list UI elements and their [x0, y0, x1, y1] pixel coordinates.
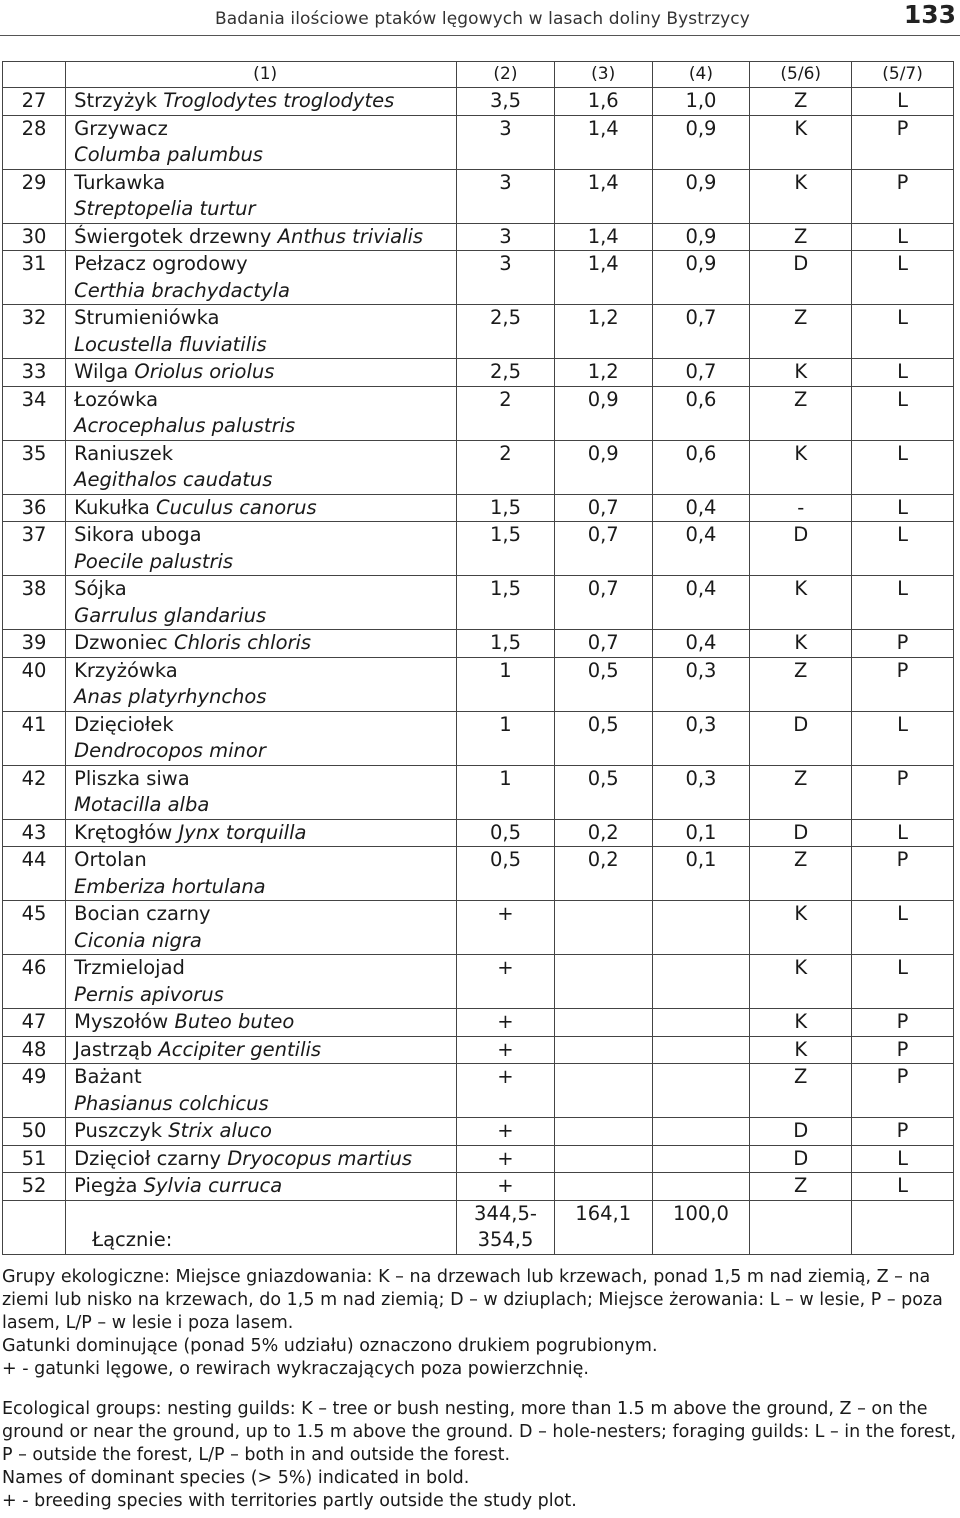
col-header-4: (4): [652, 62, 750, 88]
foraging-guild: P: [852, 1036, 954, 1064]
col3-value: 1,6: [554, 88, 652, 116]
latin-name: Pernis apivorus: [74, 982, 224, 1006]
polish-name: Sójka: [74, 577, 127, 600]
col2-value: 1,5: [457, 576, 555, 630]
col3-value: 1,2: [554, 305, 652, 359]
foraging-guild: L: [852, 901, 954, 955]
col4-value: 0,6: [652, 440, 750, 494]
note-line: Gatunki dominujące (ponad 5% udziału) oznaczono drukiem pogrubionym.: [2, 1336, 658, 1356]
table-row: [3, 305, 954, 359]
row-number: 48: [3, 1036, 66, 1064]
latin-name: Streptopelia turtur: [74, 197, 256, 220]
nesting-guild: Z: [750, 305, 852, 359]
nesting-guild: -: [750, 494, 852, 522]
col2-value: +: [457, 1064, 555, 1118]
page-header: [0, 0, 960, 38]
latin-name: Columba palumbus: [74, 143, 263, 166]
col4-value: 0,3: [652, 711, 750, 765]
row-number: 32: [3, 305, 66, 359]
col3-value: [554, 901, 652, 955]
col4-value: 0,4: [652, 576, 750, 630]
species-name: [66, 1064, 457, 1118]
row-number: 49: [3, 1064, 66, 1118]
polish-name: Piegża: [74, 1174, 138, 1197]
nesting-guild: K: [750, 630, 852, 658]
col3-value: 1,4: [554, 251, 652, 305]
col4-value: [652, 901, 750, 955]
col-header-num: [3, 62, 66, 88]
row-number: 50: [3, 1118, 66, 1146]
nesting-guild: D: [750, 251, 852, 305]
foraging-guild: P: [852, 1064, 954, 1118]
table-row: [3, 630, 954, 658]
species-name: [66, 1173, 457, 1201]
col4-value: [652, 1036, 750, 1064]
table-row: [3, 1064, 954, 1118]
nesting-guild: Z: [750, 765, 852, 819]
species-name: [66, 251, 457, 305]
latin-name: Oriolus oriolus: [134, 360, 275, 383]
col2-value: 1: [457, 657, 555, 711]
col2-value: +: [457, 1118, 555, 1146]
latin-name: Troglodytes troglodytes: [163, 89, 395, 112]
table-row: [3, 359, 954, 387]
row-number: 36: [3, 494, 66, 522]
table-row: [3, 522, 954, 576]
row-number: 40: [3, 657, 66, 711]
foraging-guild: L: [852, 1173, 954, 1201]
col3-value: 0,2: [554, 847, 652, 901]
nesting-guild: D: [750, 1145, 852, 1173]
col2-value: 0,5: [457, 819, 555, 847]
polish-name: Dzięcioł czarny: [74, 1146, 222, 1170]
page-number: 133: [903, 0, 956, 29]
foraging-guild: L: [852, 440, 954, 494]
col2-value: +: [457, 1009, 555, 1037]
col4-value: 0,3: [652, 765, 750, 819]
species-name: [66, 657, 457, 711]
row-number: 27: [3, 88, 66, 116]
col2-value: 3: [457, 115, 555, 169]
nesting-guild: K: [750, 115, 852, 169]
latin-name: Anas platyrhynchos: [74, 685, 267, 708]
table-row: [3, 657, 954, 711]
col3-value: 0,2: [554, 819, 652, 847]
row-number: 46: [3, 955, 66, 1009]
foraging-guild: P: [852, 115, 954, 169]
col-header-5-6: (5/6): [750, 62, 852, 88]
latin-name: Acrocephalus palustris: [74, 414, 296, 437]
table-row: [3, 440, 954, 494]
species-name: [66, 305, 457, 359]
polish-name: Pliszka siwa: [74, 766, 190, 790]
table-row: [3, 819, 954, 847]
col2-value: 2: [457, 440, 555, 494]
species-name: [66, 765, 457, 819]
col2-value: +: [457, 1145, 555, 1173]
foraging-guild: L: [852, 305, 954, 359]
nesting-guild: K: [750, 576, 852, 630]
nesting-guild: K: [750, 359, 852, 387]
polish-name: Jastrząb: [74, 1037, 153, 1061]
species-name: [66, 1145, 457, 1173]
polish-name: Raniuszek: [74, 441, 174, 465]
nesting-guild: K: [750, 1036, 852, 1064]
nesting-guild: D: [750, 522, 852, 576]
col4-value: [652, 1064, 750, 1118]
note-line: + - gatunki lęgowe, o rewirach wykraczających poza powierzchnię.: [2, 1359, 589, 1379]
nesting-guild: K: [750, 1009, 852, 1037]
nesting-guild: D: [750, 1118, 852, 1146]
latin-name: Dryocopus martius: [227, 1146, 413, 1170]
table-row: [3, 251, 954, 305]
foraging-guild: L: [852, 251, 954, 305]
latin-name: Strix aluco: [168, 1119, 272, 1142]
polish-name: Puszczyk: [74, 1119, 163, 1142]
species-name: [66, 711, 457, 765]
polish-name: Turkawka: [74, 170, 166, 194]
total-col4: 100,0: [652, 1200, 750, 1254]
col2-value: 1,5: [457, 522, 555, 576]
polish-name: Ortolan: [74, 848, 147, 871]
row-number: 35: [3, 440, 66, 494]
species-name: [66, 847, 457, 901]
col2-value: +: [457, 1173, 555, 1201]
col-header-1: (1): [66, 62, 457, 88]
nesting-guild: K: [750, 955, 852, 1009]
total-label: Łącznie:: [92, 1228, 173, 1251]
foraging-guild: P: [852, 847, 954, 901]
table-row: [3, 115, 954, 169]
species-name: [66, 1036, 457, 1064]
polish-name: Kukułka: [74, 495, 150, 519]
foraging-guild: L: [852, 386, 954, 440]
species-name: [66, 386, 457, 440]
latin-name: Garrulus glandarius: [74, 603, 267, 627]
nesting-guild: Z: [750, 657, 852, 711]
row-number: 34: [3, 386, 66, 440]
col4-value: 0,4: [652, 630, 750, 658]
col3-value: 1,4: [554, 223, 652, 251]
col4-value: 0,3: [652, 657, 750, 711]
col3-value: [554, 1145, 652, 1173]
table-row: [3, 955, 954, 1009]
foraging-guild: P: [852, 765, 954, 819]
table-row: [3, 1036, 954, 1064]
species-name: [66, 1118, 457, 1146]
foraging-guild: L: [852, 88, 954, 116]
foraging-guild: P: [852, 630, 954, 658]
row-number: 43: [3, 819, 66, 847]
col4-value: 1,0: [652, 88, 750, 116]
col4-value: 0,9: [652, 169, 750, 223]
col2-value: 3,5: [457, 88, 555, 116]
row-number: 37: [3, 522, 66, 576]
col4-value: [652, 1009, 750, 1037]
nesting-guild: Z: [750, 1173, 852, 1201]
col3-value: 0,7: [554, 522, 652, 576]
foraging-guild: L: [852, 576, 954, 630]
foraging-guild: P: [852, 169, 954, 223]
nesting-guild: Z: [750, 88, 852, 116]
row-number: 29: [3, 169, 66, 223]
row-number: 38: [3, 576, 66, 630]
species-name: [66, 1009, 457, 1037]
latin-name: Jynx torquilla: [178, 820, 307, 844]
table-row: [3, 711, 954, 765]
species-name: [66, 359, 457, 387]
foraging-guild: L: [852, 711, 954, 765]
col3-value: 0,7: [554, 630, 652, 658]
col2-value: +: [457, 901, 555, 955]
col2-value: 1: [457, 711, 555, 765]
col3-value: 0,9: [554, 440, 652, 494]
foraging-guild: L: [852, 1145, 954, 1173]
species-name: [66, 494, 457, 522]
notes-english: [2, 1398, 958, 1513]
row-number: 44: [3, 847, 66, 901]
species-name: [66, 88, 457, 116]
header-rule: [0, 35, 960, 36]
col3-value: [554, 1036, 652, 1064]
col2-value: 3: [457, 251, 555, 305]
polish-name: Strzyżyk: [74, 89, 158, 112]
col4-value: [652, 1118, 750, 1146]
nesting-guild: Z: [750, 223, 852, 251]
col3-value: [554, 955, 652, 1009]
total-row: [3, 1200, 954, 1254]
row-number: 30: [3, 223, 66, 251]
row-number: 45: [3, 901, 66, 955]
species-name: [66, 522, 457, 576]
latin-name: Phasianus colchicus: [74, 1091, 269, 1115]
foraging-guild: P: [852, 1009, 954, 1037]
running-title: Badania ilościowe ptaków lęgowych w lasach doliny Bystrzycy: [215, 9, 750, 29]
polish-name: Krętogłów: [74, 820, 173, 844]
col4-value: 0,4: [652, 494, 750, 522]
table-row: [3, 576, 954, 630]
note-line: Grupy ekologiczne: Miejsce gniazdowania: K – na drzewach lub krzewach, ponad 1,5 m nad ziemią, Z – na ziemi lub nisko na krzewach, do 1,5 m nad ziemią; D – w dziuplach; Miejsce żerowania: L – w lesie, P – poza lasem, L/P – w lesie i poza lasem.: [2, 1267, 943, 1333]
polish-name: Strumieniówka: [74, 306, 220, 329]
latin-name: Buteo buteo: [174, 1010, 295, 1033]
col-header-3: (3): [554, 62, 652, 88]
nesting-guild: D: [750, 711, 852, 765]
col2-value: +: [457, 955, 555, 1009]
table-row: [3, 223, 954, 251]
species-name: [66, 576, 457, 630]
latin-name: Poecile palustris: [74, 549, 234, 573]
species-name: [66, 901, 457, 955]
table-row: [3, 1118, 954, 1146]
table-row: [3, 494, 954, 522]
polish-name: Pełzacz ogrodowy: [74, 252, 248, 275]
col3-value: [554, 1118, 652, 1146]
polish-name: Bocian czarny: [74, 902, 211, 925]
row-number: 31: [3, 251, 66, 305]
nesting-guild: Z: [750, 386, 852, 440]
col3-value: 0,7: [554, 494, 652, 522]
latin-name: Ciconia nigra: [74, 928, 202, 952]
table-header-row: [3, 62, 954, 88]
col-header-5-7: (5/7): [852, 62, 954, 88]
foraging-guild: L: [852, 223, 954, 251]
table-row: [3, 765, 954, 819]
polish-name: Sikora uboga: [74, 523, 202, 546]
species-name: [66, 169, 457, 223]
nesting-guild: K: [750, 440, 852, 494]
species-name: [66, 819, 457, 847]
table-row: [3, 847, 954, 901]
polish-name: Myszołów: [74, 1010, 169, 1033]
col2-value: 2,5: [457, 359, 555, 387]
notes-polish: [2, 1266, 958, 1381]
col2-value: 1,5: [457, 494, 555, 522]
col4-value: 0,7: [652, 359, 750, 387]
col2-value: 3: [457, 223, 555, 251]
row-number: 33: [3, 359, 66, 387]
polish-name: Świergotek drzewny: [74, 224, 272, 248]
col4-value: 0,4: [652, 522, 750, 576]
polish-name: Trzmielojad: [74, 956, 185, 979]
nesting-guild: Z: [750, 1064, 852, 1118]
col4-value: [652, 955, 750, 1009]
col3-value: 1,4: [554, 169, 652, 223]
latin-name: Emberiza hortulana: [74, 874, 266, 898]
col3-value: [554, 1173, 652, 1201]
col3-value: 1,4: [554, 115, 652, 169]
foraging-guild: P: [852, 657, 954, 711]
polish-name: Dzwoniec: [74, 631, 168, 654]
species-name: [66, 630, 457, 658]
col3-value: 0,9: [554, 386, 652, 440]
latin-name: Anthus trivialis: [277, 224, 424, 248]
table-row: [3, 88, 954, 116]
col4-value: 0,1: [652, 847, 750, 901]
polish-name: Grzywacz: [74, 116, 168, 140]
col4-value: 0,9: [652, 251, 750, 305]
note-line: Names of dominant species (> 5%) indicated in bold.: [2, 1468, 470, 1488]
col3-value: 0,5: [554, 765, 652, 819]
col3-value: [554, 1064, 652, 1118]
latin-name: Cuculus canorus: [156, 495, 317, 519]
polish-name: Dzięciołek: [74, 712, 174, 736]
note-line: Ecological groups: nesting guilds: K – tree or bush nesting, more than 1.5 m above the ground, Z – on the ground or near the ground, up to 1.5 m above the ground. D – hole-nesters; foraging guilds: L – in the forest, P – outside the forest, L/P – both in and outside the forest.: [2, 1399, 957, 1465]
row-number: 47: [3, 1009, 66, 1037]
col2-value: 3: [457, 169, 555, 223]
nesting-guild: Z: [750, 847, 852, 901]
latin-name: Dendrocopos minor: [74, 739, 266, 762]
col4-value: [652, 1173, 750, 1201]
table-row: [3, 1009, 954, 1037]
row-number: 39: [3, 630, 66, 658]
row-number: 41: [3, 711, 66, 765]
col4-value: 0,7: [652, 305, 750, 359]
col4-value: 0,9: [652, 223, 750, 251]
foraging-guild: L: [852, 955, 954, 1009]
col-header-2: (2): [457, 62, 555, 88]
polish-name: Bażant: [74, 1065, 142, 1088]
col2-value: +: [457, 1036, 555, 1064]
col3-value: 0,5: [554, 711, 652, 765]
col2-value: 1,5: [457, 630, 555, 658]
col2-value: 0,5: [457, 847, 555, 901]
nesting-guild: K: [750, 169, 852, 223]
col3-value: 1,2: [554, 359, 652, 387]
species-name: [66, 115, 457, 169]
total-col2: 344,5- 354,5: [457, 1200, 555, 1254]
note-line: + - breeding species with territories partly outside the study plot.: [2, 1491, 577, 1511]
total-col3: 164,1: [554, 1200, 652, 1254]
foraging-guild: L: [852, 819, 954, 847]
table-row: [3, 386, 954, 440]
table-row: [3, 1145, 954, 1173]
polish-name: Krzyżówka: [74, 658, 178, 682]
row-number: 28: [3, 115, 66, 169]
species-name: [66, 223, 457, 251]
col3-value: 0,5: [554, 657, 652, 711]
row-number: 52: [3, 1173, 66, 1201]
latin-name: Sylvia curruca: [143, 1174, 283, 1197]
polish-name: Wilga: [74, 360, 129, 383]
col4-value: 0,6: [652, 386, 750, 440]
foraging-guild: L: [852, 494, 954, 522]
foraging-guild: P: [852, 1118, 954, 1146]
row-number: 42: [3, 765, 66, 819]
col2-value: 2,5: [457, 305, 555, 359]
foraging-guild: L: [852, 522, 954, 576]
col4-value: 0,1: [652, 819, 750, 847]
latin-name: Accipiter gentilis: [158, 1037, 322, 1061]
latin-name: Motacilla alba: [74, 793, 210, 816]
col2-value: 1: [457, 765, 555, 819]
latin-name: Aegithalos caudatus: [74, 468, 273, 491]
col3-value: [554, 1009, 652, 1037]
col2-value: 2: [457, 386, 555, 440]
nesting-guild: K: [750, 901, 852, 955]
col4-value: 0,9: [652, 115, 750, 169]
nesting-guild: D: [750, 819, 852, 847]
col4-value: [652, 1145, 750, 1173]
species-name: [66, 955, 457, 1009]
species-table: [2, 61, 954, 1255]
latin-name: Chloris chloris: [173, 631, 312, 654]
table-row: [3, 1173, 954, 1201]
polish-name: Łozówka: [74, 387, 159, 411]
species-name: [66, 440, 457, 494]
latin-name: Locustella fluviatilis: [74, 332, 267, 356]
foraging-guild: L: [852, 359, 954, 387]
table-row: [3, 169, 954, 223]
latin-name: Certhia brachydactyla: [74, 278, 290, 302]
col3-value: 0,7: [554, 576, 652, 630]
row-number: 51: [3, 1145, 66, 1173]
table-row: [3, 901, 954, 955]
